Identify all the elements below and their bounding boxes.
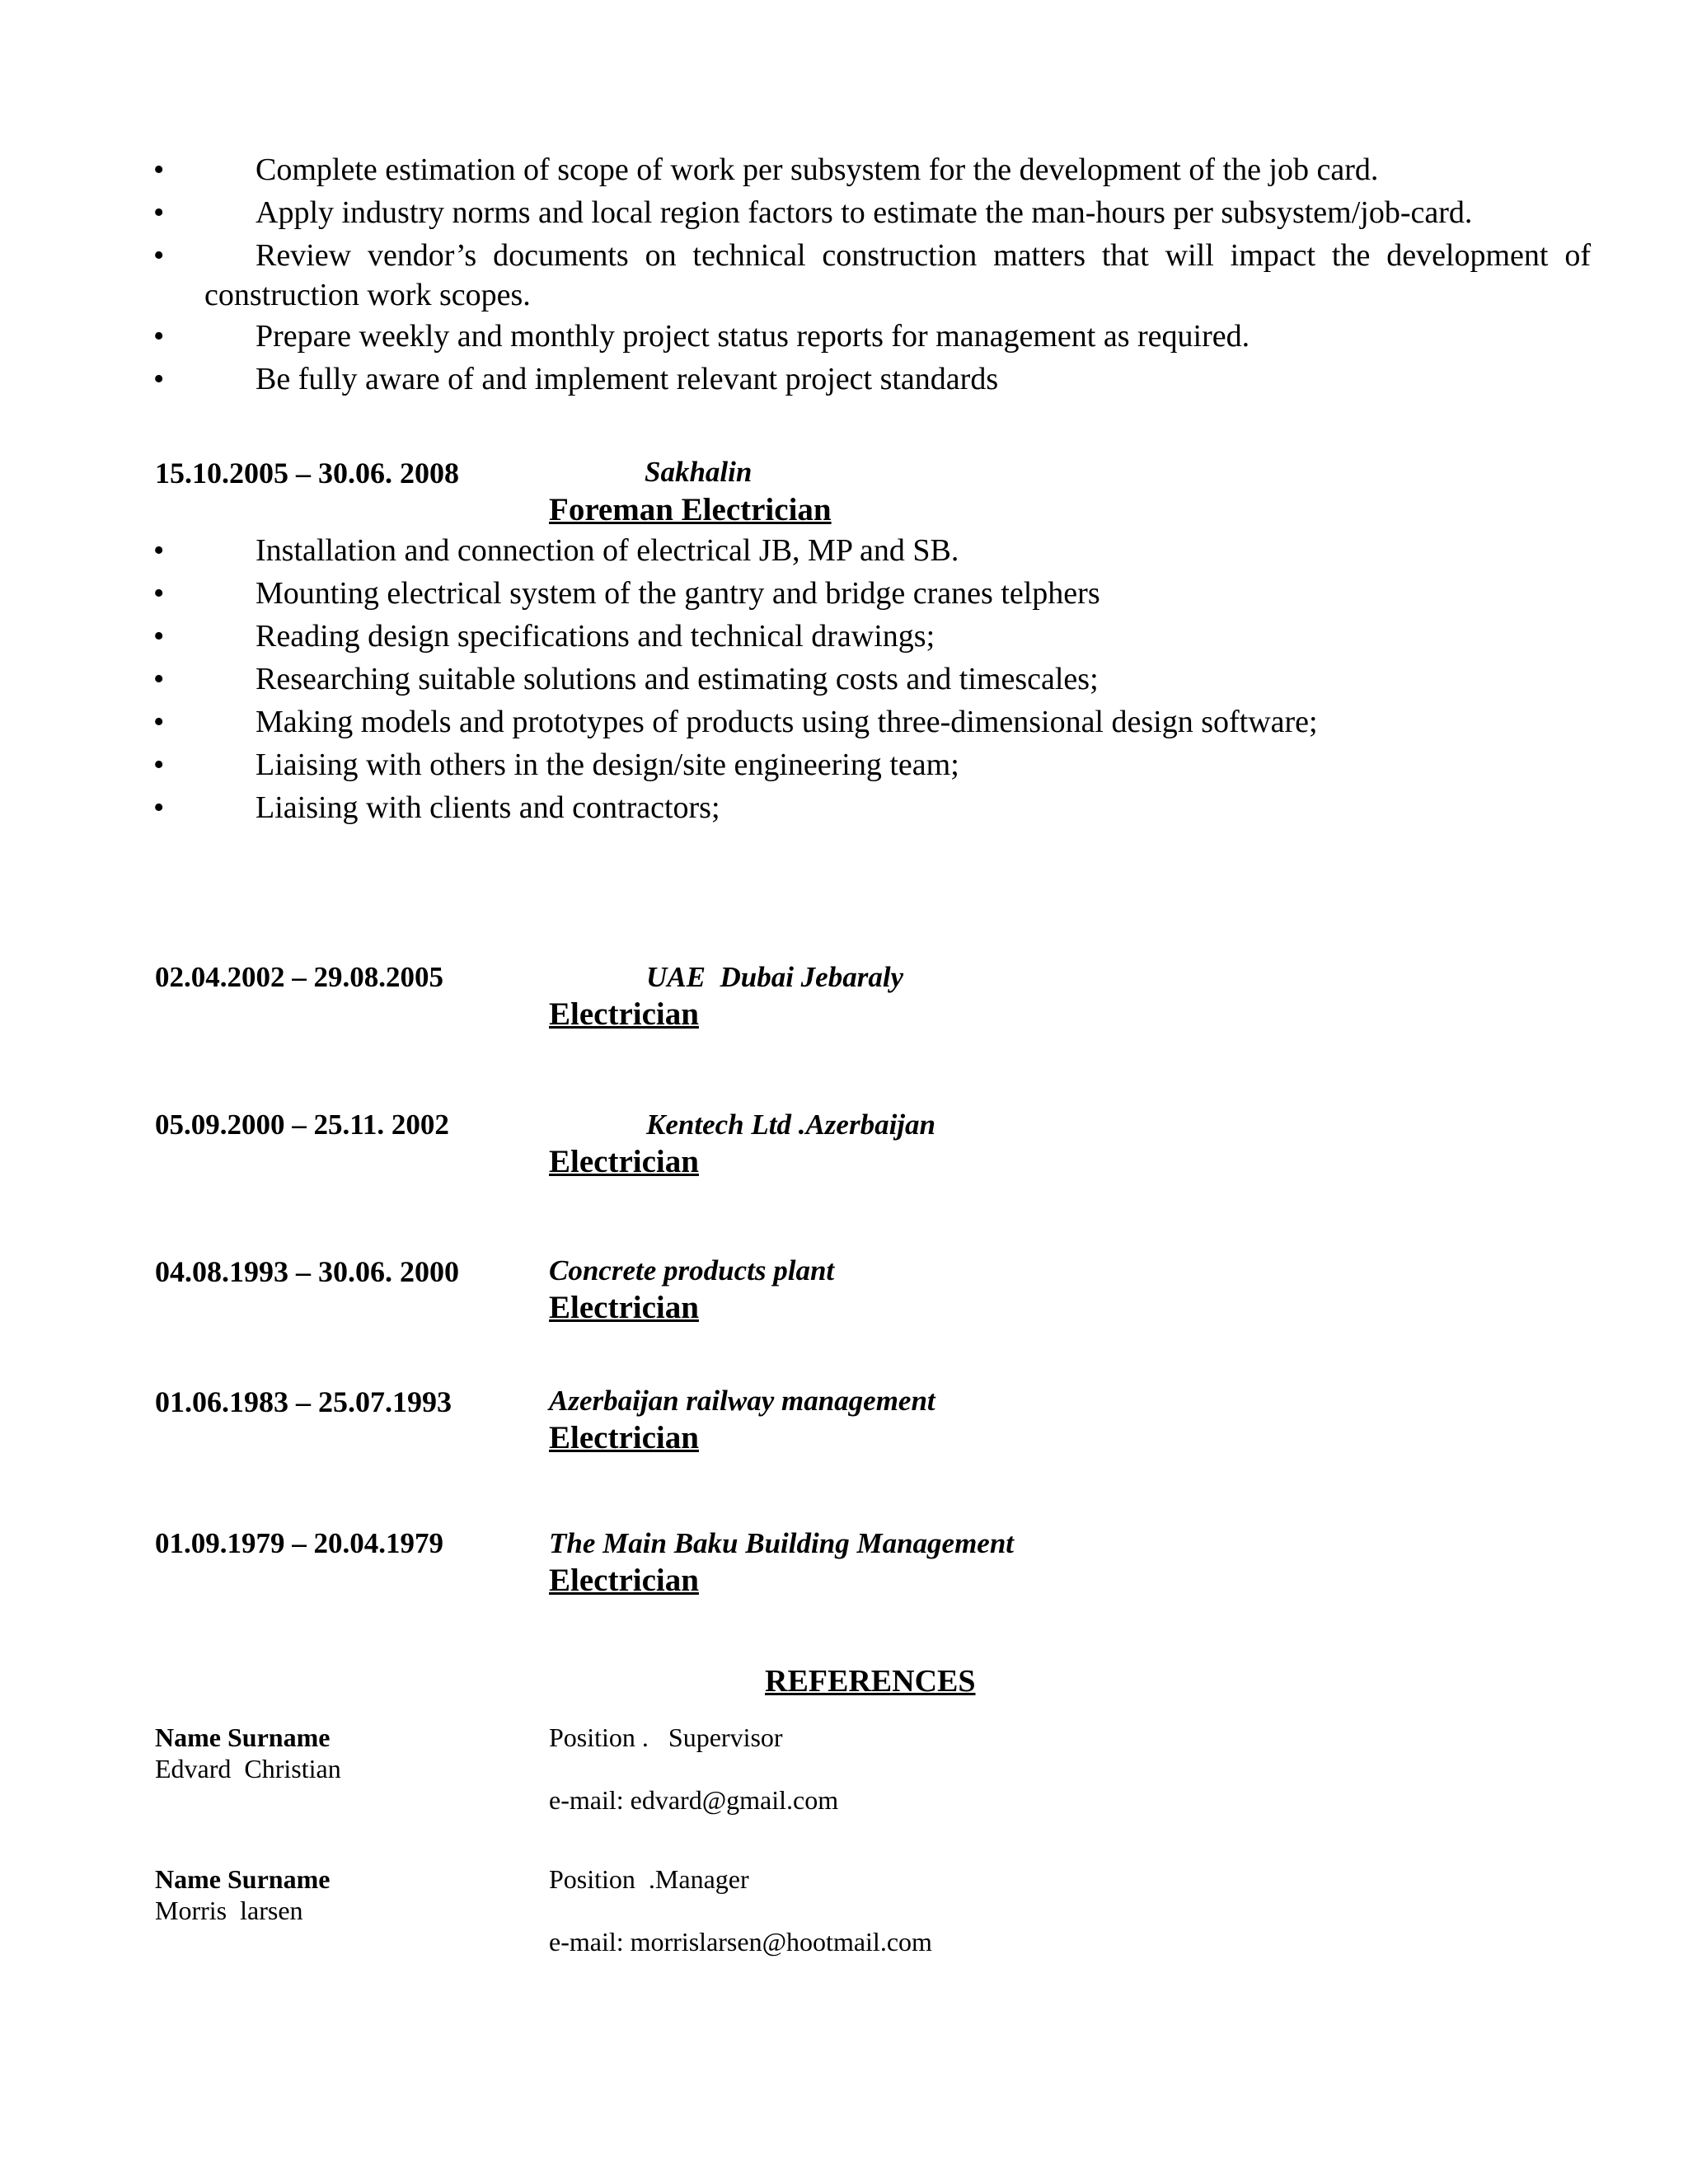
job-company: Kentech Ltd .Azerbaijan [646,1108,935,1141]
reference-email: e-mail: morrislarsen@hootmail.com [549,1927,932,1957]
reference-position: Position .Manager [549,1864,749,1894]
reference-name: Morris larsen [155,1896,303,1925]
job-company: Azerbaijan railway management [549,1385,935,1417]
reference-email: e-mail: edvard@gmail.com [549,1785,839,1815]
job-role: Electrician [549,1563,699,1598]
job-role: Electrician [549,1420,699,1455]
bullet-icon: • [153,576,165,611]
duty-text: Prepare weekly and monthly project status reports for management as required. [256,319,1250,354]
bullet-icon: • [153,152,165,187]
duty-text-continuation: construction work scopes. [204,278,531,312]
duty-text: Liaising with clients and contractors; [256,790,720,825]
job-role: Foreman Electrician [549,492,832,527]
job-role: Electrician [549,1290,699,1325]
job-role: Electrician [549,1144,699,1179]
duty-text: Reading design specifications and technical drawings; [256,619,935,654]
duty-text: Apply industry norms and local region factors to estimate the man-hours per subsystem/job-card. [256,195,1473,230]
job-role: Electrician [549,996,699,1032]
bullet-icon: • [153,533,165,568]
duty-text: Liaising with others in the design/site engineering team; [256,748,959,782]
duty-text: Be fully aware of and implement relevant project standards [256,362,999,396]
bullet-icon: • [153,790,165,825]
job-dates: 02.04.2002 – 29.08.2005 [155,961,443,993]
reference-label: Name Surname [155,1864,331,1894]
duty-text: Making models and prototypes of products using three-dimensional design software; [256,705,1318,739]
bullet-icon: • [153,319,165,354]
bullet-icon: • [153,705,165,739]
job-dates: 15.10.2005 – 30.06. 2008 [155,457,459,490]
job-dates: 05.09.2000 – 25.11. 2002 [155,1108,449,1141]
duty-text: Mounting electrical system of the gantry and bridge cranes telphers [256,576,1100,611]
job-company: Concrete products plant [549,1254,835,1286]
job-dates: 01.06.1983 – 25.07.1993 [155,1385,452,1418]
bullet-icon: • [153,662,165,696]
bullet-icon: • [153,362,165,396]
reference-position: Position . Supervisor [549,1722,783,1752]
reference-name: Edvard Christian [155,1754,341,1783]
duty-text: Complete estimation of scope of work per subsystem for the development of the job card. [256,152,1379,187]
duty-text: Researching suitable solutions and estimating costs and timescales; [256,662,1099,696]
job-company: Sakhalin [645,456,753,488]
duty-text: Installation and connection of electrical JB, MP and SB. [256,533,959,568]
bullet-icon: • [153,238,165,273]
references-heading: REFERENCES [765,1664,976,1699]
job-dates: 04.08.1993 – 30.06. 2000 [155,1255,459,1288]
reference-label: Name Surname [155,1722,331,1752]
bullet-icon: • [153,195,165,230]
job-company: The Main Baku Building Management [549,1527,1015,1559]
job-company: UAE Dubai Jebaraly [646,961,904,993]
bullet-icon: • [153,619,165,654]
job-dates: 01.09.1979 – 20.04.1979 [155,1527,443,1559]
bullet-icon: • [153,748,165,782]
duty-text: Review vendor’s documents on technical construction matters that will impact the development of [256,238,1591,273]
